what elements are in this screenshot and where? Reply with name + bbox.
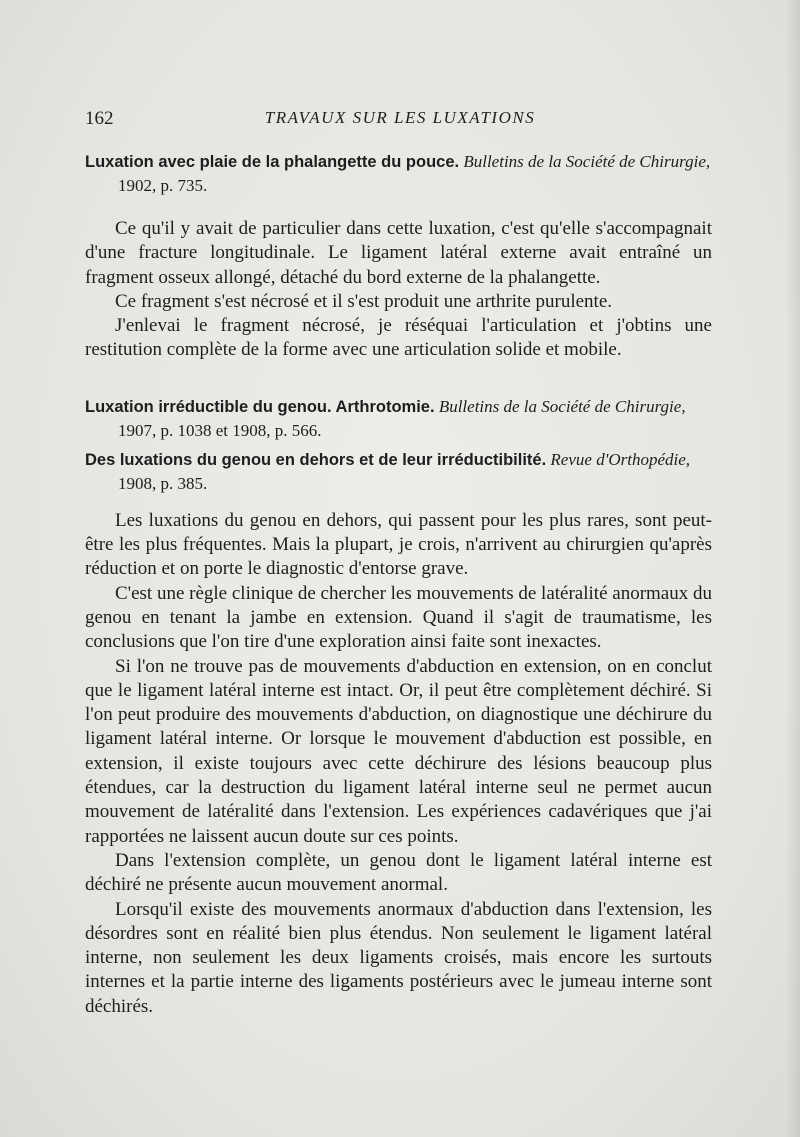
page-edge-shadow	[786, 0, 800, 1137]
paragraph: Ce fragment s'est nécrosé et il s'est produit une arthrite purulente.	[115, 290, 612, 312]
reference-source: Revue d'Orthopédie,	[550, 449, 691, 469]
page-header	[85, 108, 715, 138]
section-genou	[85, 509, 712, 1019]
paragraph: Ce qu'il y avait de particulier dans cette luxation, c'est qu'elle s'accompagnait d'une fracture longitudinale. Le ligament latéral externe avait entraîné un fragment osseux allongé, détaché du bord externe de la phalangette.	[85, 218, 712, 288]
reference-detail: 1908, p. 385.	[118, 473, 208, 493]
paragraph: C'est une règle clinique de chercher les mouvements de latéralité anormaux du genou en tenant la jambe en extension. Quand il s'agit de traumatisme, les conclusions que l'on tire d'une exploration ainsi faite sont inexactes.	[85, 582, 712, 653]
reference-group-1	[85, 150, 712, 197]
reference-detail: 1902, p. 735.	[118, 176, 208, 195]
reference-title: Luxation avec plaie de la phalangette du pouce.	[85, 153, 460, 171]
reference-source: Bulletins de la Société de Chirurgie,	[438, 396, 686, 416]
paragraph: Lorsqu'il existe des mouvements anormaux d'abduction dans l'extension, les désordres sont en réalité bien plus étendus. Non seulement le ligament latéral interne, non seulement les deux ligaments croisés, mais encore les surtouts internes et la partie interne des ligaments postérieurs avec le jumeau interne sont déchirés.	[85, 898, 712, 1017]
section-phalangette	[85, 217, 712, 363]
reference-entry	[85, 448, 712, 495]
reference-source: Bulletins de la Société de Chirurgie,	[463, 152, 711, 171]
paragraph: J'enlevai le fragment nécrosé, je réséquai l'articulation et j'obtins une restitution complète de la forme avec une articulation solide et mobile.	[85, 315, 712, 361]
reference-entry	[85, 395, 712, 442]
running-title: TRAVAUX SUR LES LUXATIONS	[264, 108, 536, 127]
paragraph: Si l'on ne trouve pas de mouvements d'abduction en extension, on en conclut que le ligament latéral interne est intact. Or, il peut être complètement déchiré. Si l'on peut produire des mouvements d'abduction, on diagnostique une déchirure du ligament latéral interne. Or lorsque le mouvement d'abduction est possible, en extension, il existe toujours avec cette déchirure des lésions beaucoup plus étendues, car la destruction du ligament latéral interne seul ne permet aucun mouvement de latéralité dans l'extension. Les expériences cadavériques que j'ai rapportées ne laissent aucun doute sur ces points.	[85, 655, 712, 847]
reference-entry	[85, 150, 712, 197]
reference-group-2	[85, 395, 712, 495]
paragraph: Dans l'extension complète, un genou dont le ligament latéral interne est déchiré ne présente aucun mouvement anormal.	[85, 849, 712, 896]
reference-detail: 1907, p. 1038 et 1908, p. 566.	[118, 420, 322, 440]
reference-title: Des luxations du genou en dehors et de leur irréductibilité.	[85, 450, 547, 469]
page-content	[85, 150, 712, 1019]
page-number: 162	[85, 108, 114, 129]
paragraph: Les luxations du genou en dehors, qui passent pour les plus rares, sont peut-être les plus fréquentes. Mais la plupart, je crois, n'arrivent au chirurgien qu'après réduction et on porte le diagnostic d'entorse grave.	[85, 509, 712, 580]
reference-title: Luxation irréductible du genou. Arthrotomie.	[85, 397, 435, 416]
